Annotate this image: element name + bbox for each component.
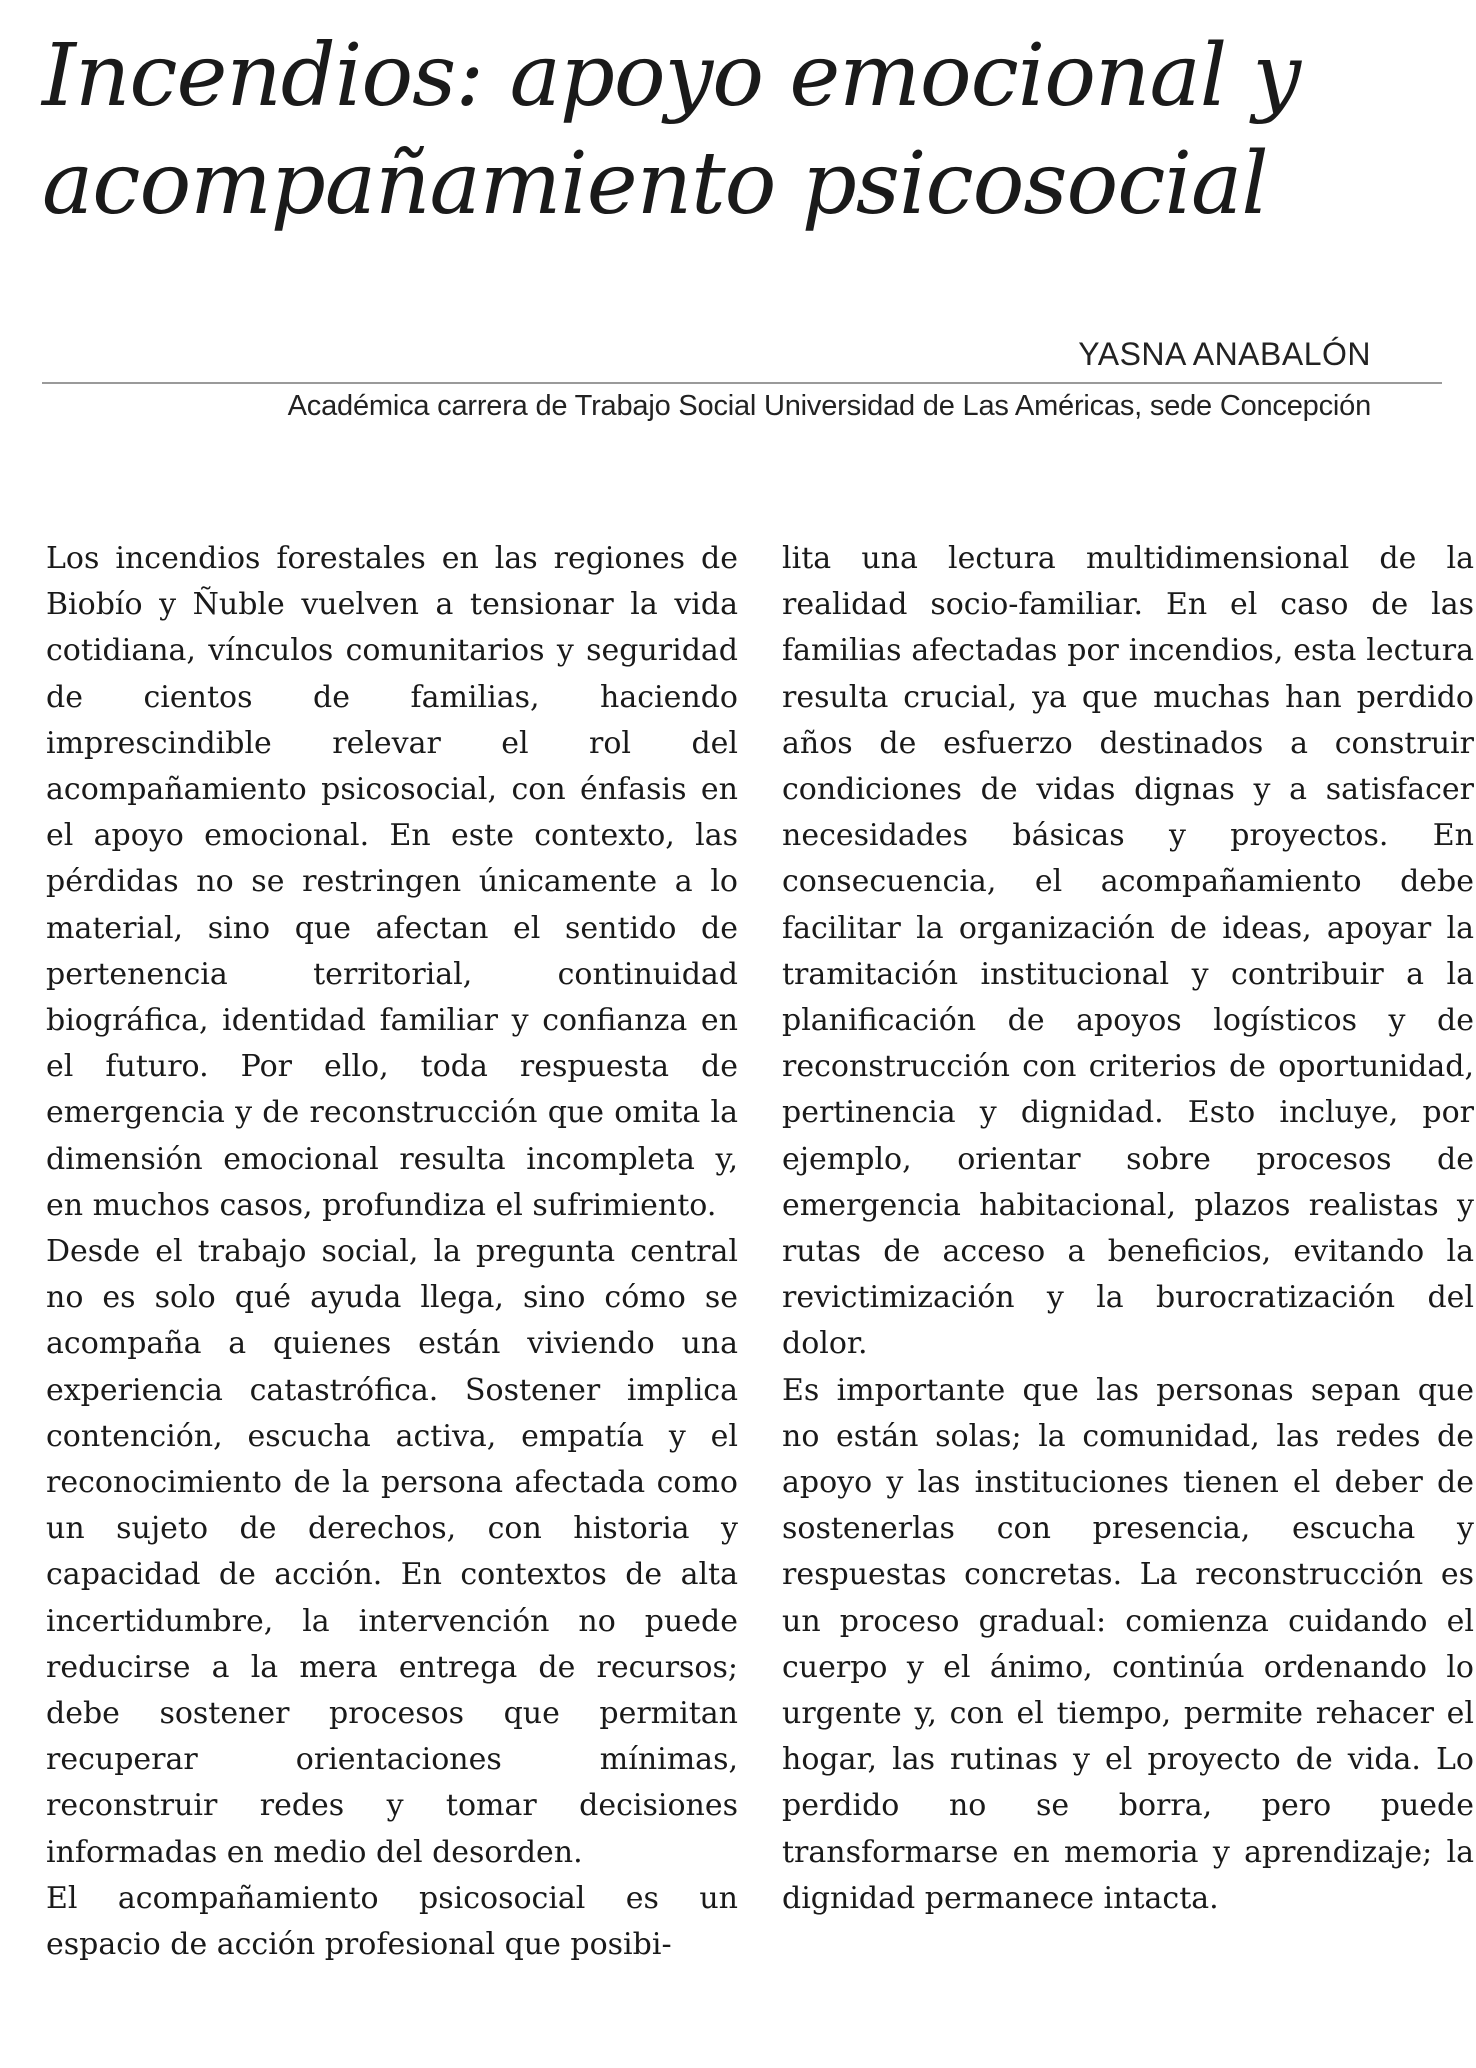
headline-line-1: Incendios: apoyo emocional y (42, 26, 1301, 126)
paragraph: lita una lectura multidimensional de la realidad socio-familiar. En el caso de las familias afectadas por incendios, esta lectura resulta crucial, ya que muchas han perdido años de esfuerzo destinados a construir condiciones de vidas dignas y a satisfacer necesidades básicas y proyectos. En consecuencia, el acompañamiento debe facilitar la organización de ideas, apoyar la tramitación institucional y contribuir a la planificación de apoyos logísticos y de reconstrucción con criterios de oportunidad, pertinencia y dignidad. Esto incluye, por ejemplo, orientar sobre procesos de emergencia habitacional, plazos realistas y rutas de acceso a beneficios, evitando la revictimización y la burocratización del dolor. (782, 541, 1474, 1362)
paragraph: Desde el trabajo social, la pregunta central no es solo qué ayuda llega, sino cómo se acompaña a quienes están viviendo una experiencia catastrófica. Sostener implica contención, escucha activa, empatía y el reconocimiento de la persona afectada como un sujeto de derechos, con historia y capacidad de acción. En contextos de alta incertidumbre, la intervención no puede reducirse a la mera entrega de recursos; debe sostener procesos que permitan recuperar orientaciones mínimas, reconstruir redes y tomar decisiones informadas en medio del desorden. (46, 1234, 738, 1870)
byline-divider (42, 382, 1442, 384)
author-affiliation: Académica carrera de Trabajo Social Universidad de Las Américas, sede Concepción (287, 390, 1371, 422)
paragraph: Los incendios forestales en las regiones de Biobío y Ñuble vuelven a tensionar la vida cotidiana, vínculos comunitarios y seguridad de cientos de familias, haciendo imprescindible relevar el rol del acompañamiento psicosocial, con énfasis en el apoyo emocional. En este contexto, las pérdidas no se restringen únicamente a lo material, sino que afectan el sentido de pertenencia territorial, continuidad biográfica, identidad familiar y confianza en el futuro. Por ello, toda respuesta de emergencia y de reconstrucción que omita la dimensión emocional resulta incompleta y, en muchos casos, profundiza el sufrimiento. (46, 541, 738, 1223)
paragraph: El acompañamiento psicosocial es un espacio de acción profesional que posibi- (46, 1880, 738, 1963)
paragraph: Es importante que las personas sepan que no están solas; la comunidad, las redes de apoyo y las instituciones tienen el deber de sostenerlas con presencia, escucha y respuestas concretas. La reconstrucción es un proceso gradual: comienza cuidando el cuerpo y el ánimo, continúa ordenando lo urgente y, con el tiempo, permite rehacer el hogar, las rutinas y el proyecto de vida. Lo perdido no se borra, pero puede transformarse en memoria y aprendizaje; la dignidad permanece intacta. (782, 1372, 1474, 1916)
author-name: YASNA ANABALÓN (1078, 336, 1371, 372)
left-column (46, 536, 738, 1968)
headline-line-2: acompañamiento psicosocial (42, 134, 1268, 234)
right-column (782, 536, 1474, 1922)
headline (42, 22, 1422, 238)
